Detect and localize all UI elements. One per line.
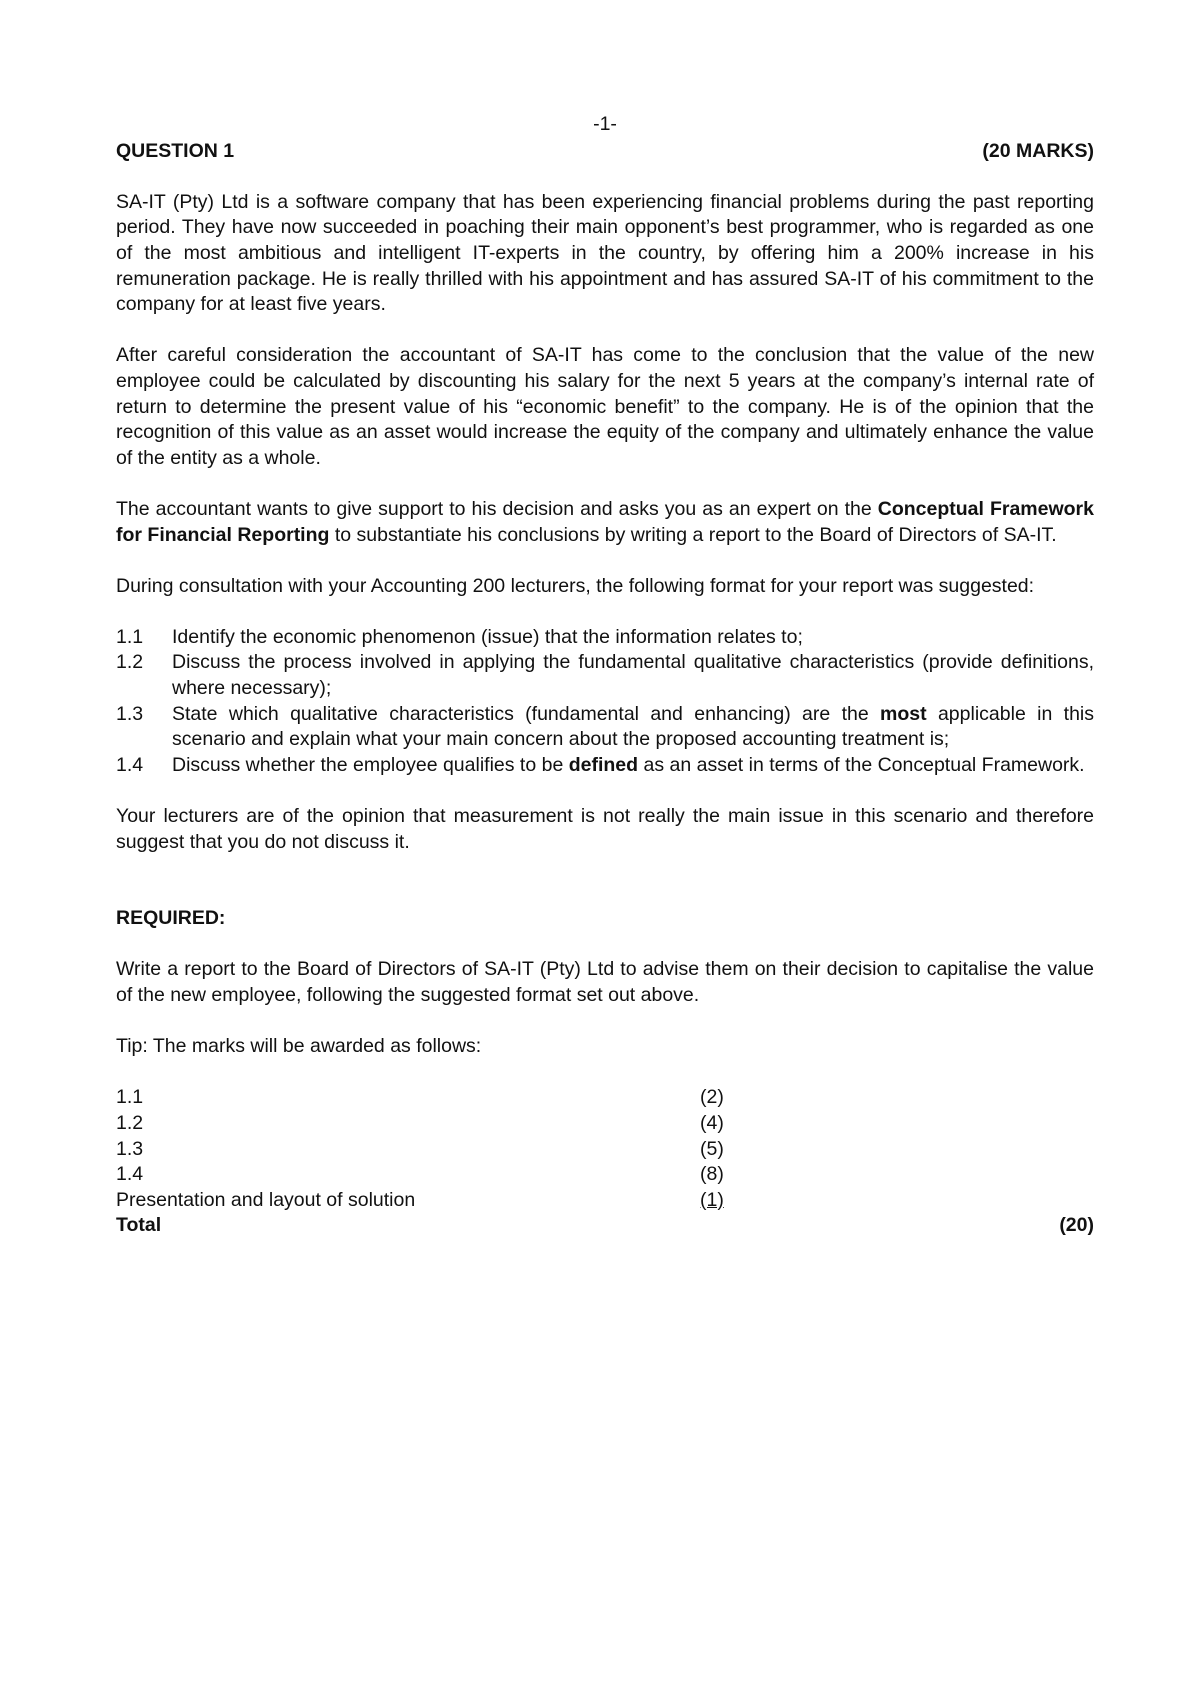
list-item-text — [172, 702, 1094, 753]
paragraph-5: Your lecturers are of the opinion that measurement is not really the main issue in this scenario and therefore suggest that you do not discuss it. — [116, 805, 1094, 853]
marks-value: (5) — [700, 1137, 724, 1160]
marks-value: (2) — [700, 1086, 724, 1109]
marks-label: 1.2 — [116, 1111, 144, 1134]
list-item-text: Discuss the process involved in applying the fundamental qualitative characteristics (provide definitions, where necessary); — [172, 651, 1094, 700]
list-item-number: 1.4 — [116, 753, 144, 776]
question-title: QUESTION 1 — [116, 139, 235, 162]
paragraph-3 — [116, 497, 1094, 548]
page-number: -1- — [593, 113, 617, 135]
required-text: Write a report to the Board of Directors of SA-IT (Pty) Ltd to advise them on their decision to capitalise the value of the new employee, following the suggested format set out above. — [116, 958, 1094, 1006]
marks-row — [116, 1188, 1094, 1214]
list-item-text — [172, 753, 1094, 779]
list-item-text-before: Discuss whether the employee qualifies to be — [172, 753, 569, 776]
total-row — [116, 1213, 1094, 1239]
tip-text: Tip: The marks will be awarded as follows: — [116, 1035, 482, 1058]
marks-label: Presentation and layout of solution — [116, 1188, 416, 1211]
list-item — [116, 702, 1094, 753]
list-item — [116, 625, 1094, 651]
marks-label: 1.3 — [116, 1137, 144, 1160]
list-item-number: 1.3 — [116, 702, 144, 725]
marks-table — [116, 1085, 1094, 1239]
question-marks: (20 MARKS) — [982, 139, 1094, 162]
total-value: (20) — [1059, 1214, 1094, 1237]
marks-value: (4) — [700, 1111, 724, 1134]
list-item-emphasis: defined — [568, 753, 639, 776]
list-item-number: 1.1 — [116, 625, 144, 648]
marks-row — [116, 1111, 1094, 1137]
paragraph-2: After careful consideration the accountant of SA-IT has come to the conclusion that the value of the new employee could be calculated by discounting his salary for the next 5 years at the company’s internal rate of return to determine the present value of his “economic benefit” to the company. He is of the opinion that the recognition of this value as an asset would increase the equity of the company and ultimately enhance the value of the entity as a whole. — [116, 344, 1094, 469]
marks-label: 1.4 — [116, 1163, 144, 1186]
marks-label: 1.1 — [116, 1086, 144, 1109]
paragraph-3-after: to substantiate his conclusions by writing a report to the Board of Directors of SA-IT. — [329, 523, 1057, 546]
question-header — [116, 139, 1094, 165]
framework-name: Conceptual Framework for Financial Reporting — [116, 497, 1094, 546]
list-item — [116, 650, 1094, 701]
paragraph-3-before: The accountant wants to give support to his decision and asks you as an expert on the — [116, 497, 878, 520]
list-item-text: Identify the economic phenomenon (issue) that the information relates to; — [172, 625, 803, 648]
marks-value: (8) — [700, 1163, 724, 1186]
list-item-emphasis: most — [880, 702, 927, 725]
list-item-text-before: State which qualitative characteristics (fundamental and enhancing) are the — [172, 702, 881, 725]
list-item-text-after: as an asset in terms of the Conceptual Framework. — [638, 753, 1085, 776]
list-item — [116, 753, 1094, 779]
marks-row — [116, 1137, 1094, 1163]
list-item-text-after: applicable in this scenario and explain what your main concern about the proposed accounting treatment is; — [172, 702, 1094, 751]
paragraph-1: SA-IT (Pty) Ltd is a software company that has been experiencing financial problems during the past reporting period. They have now succeeded in poaching their main opponent’s best programmer, who is regarded as one of the most ambitious and intelligent IT-experts in the country, by offering him a 200% increase in his remuneration package. He is really thrilled with his appointment and has assured SA-IT of his commitment to the company for at least five years. — [116, 190, 1094, 316]
marks-value: (1) — [700, 1188, 724, 1211]
required-heading: REQUIRED: — [116, 907, 226, 930]
marks-row — [116, 1085, 1094, 1111]
total-label: Total — [116, 1214, 162, 1237]
format-list — [116, 625, 1094, 779]
document-page — [116, 112, 1094, 1239]
list-item-number: 1.2 — [116, 651, 144, 674]
marks-row — [116, 1162, 1094, 1188]
paragraph-4: During consultation with your Accounting 200 lecturers, the following format for your report was suggested: — [116, 574, 1035, 597]
